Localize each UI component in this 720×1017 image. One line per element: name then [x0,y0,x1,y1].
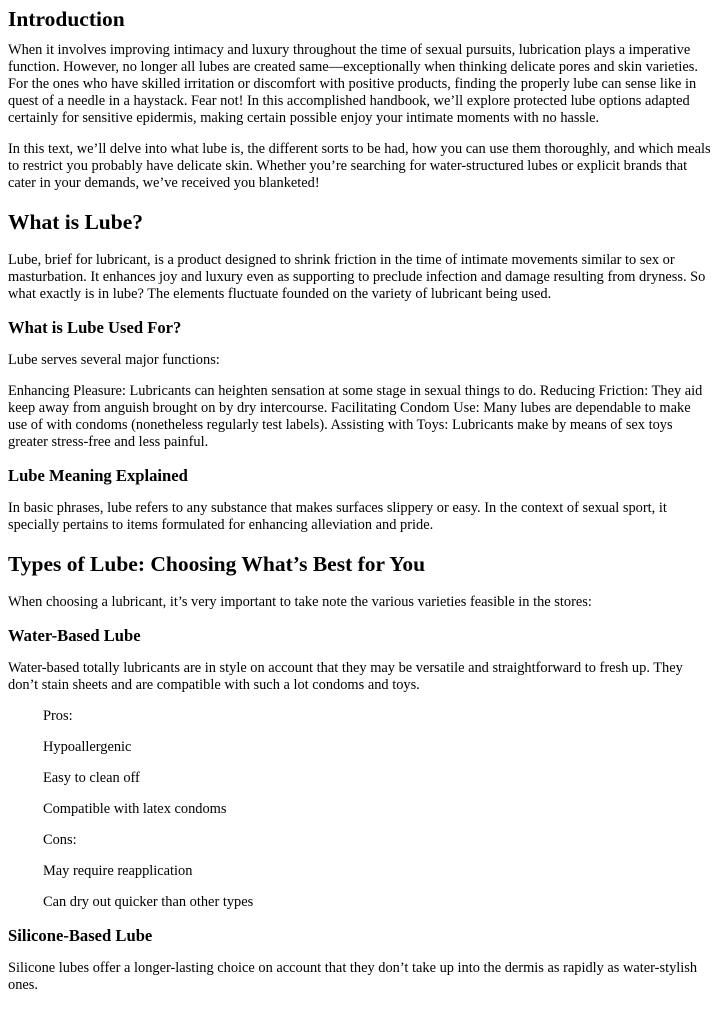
used-for-paragraph-2: Enhancing Pleasure: Lubricants can heighten sensation at some stage in sexual things to do. Reducing Friction: They aid keep away from anguish brought on by dry intercourse. Facilitating Condom Use: Many lubes are dependable to make use of with condoms (nonetheless regularly test labels). Assisting with Toys: Lubricants make by means of sex toys greater stress-free and less painful. [8,383,703,450]
heading-silicone-based-lube: Silicone-Based Lube [8,926,153,945]
intro-paragraph-1: When it involves improving intimacy and luxury throughout the time of sexual pursuits, lubrication plays a imperative function. However, no longer all lubes are created same—exceptionally when thinking delicate pores and skin varieties. For the ones who have skilled irritation or discomfort with positive products, finding the properly lube can sense like in quest of a needle in a haystack. Fear not! In this accomplished handbook, we’ll explore protected lube options adapted certainly for sensitive epidermis, making certain possible enjoy your intimate moments with no hassle. [8,42,698,126]
what-is-lube-paragraph: Lube, brief for lubricant, is a product designed to shrink friction in the time of intimate movements similar to sex or masturbation. It enhances joy and luxury even as supporting to preclude infection and damage resulting from dryness. So what exactly is in lube? The elements fluctuate founded on the variety of lubricant being used. [8,252,706,302]
water-based-paragraph: Water-based totally lubricants are in style on account that they may be versatile and straightforward to fresh up. They don’t stain sheets and are compatible with such a lot condoms and toys. [8,660,683,693]
heading-what-is-lube: What is Lube? [8,210,144,234]
list-item: Easy to clean off [43,770,140,786]
heading-water-based-lube: Water-Based Lube [8,626,141,645]
list-item: May require reapplication [43,863,193,879]
intro-paragraph-2: In this text, we’ll delve into what lube is, the different sorts to be had, how you can use them thoroughly, and which meals to restrict you probably have delicate skin. Whether you’re searching for water-structured lubes or explicit brands that cater in your demands, we’ve received you blanketed! [8,141,711,191]
list-item: Cons: [43,832,77,848]
used-for-paragraph-1: Lube serves several major functions: [8,352,220,368]
types-paragraph: When choosing a lubricant, it’s very important to take note the various varieties feasible in the stores: [8,594,592,610]
list-item: Hypoallergenic [43,739,132,755]
list-item: Compatible with latex condoms [43,801,227,817]
water-based-list [8,708,712,911]
meaning-paragraph: In basic phrases, lube refers to any substance that makes surfaces slippery or easy. In the context of sexual sport, it specially pertains to items formulated for enhancing alleviation and pride. [8,500,667,533]
silicone-based-paragraph: Silicone lubes offer a longer-lasting choice on account that they don’t take up into the dermis as rapidly as water-stylish ones. [8,960,698,993]
heading-types-of-lube: Types of Lube: Choosing What’s Best for You [8,552,426,576]
list-item: Can dry out quicker than other types [43,894,254,910]
list-item: Pros: [43,708,73,724]
heading-introduction: Introduction [8,7,125,31]
heading-lube-meaning: Lube Meaning Explained [8,466,188,485]
heading-what-is-lube-used-for: What is Lube Used For? [8,318,182,337]
